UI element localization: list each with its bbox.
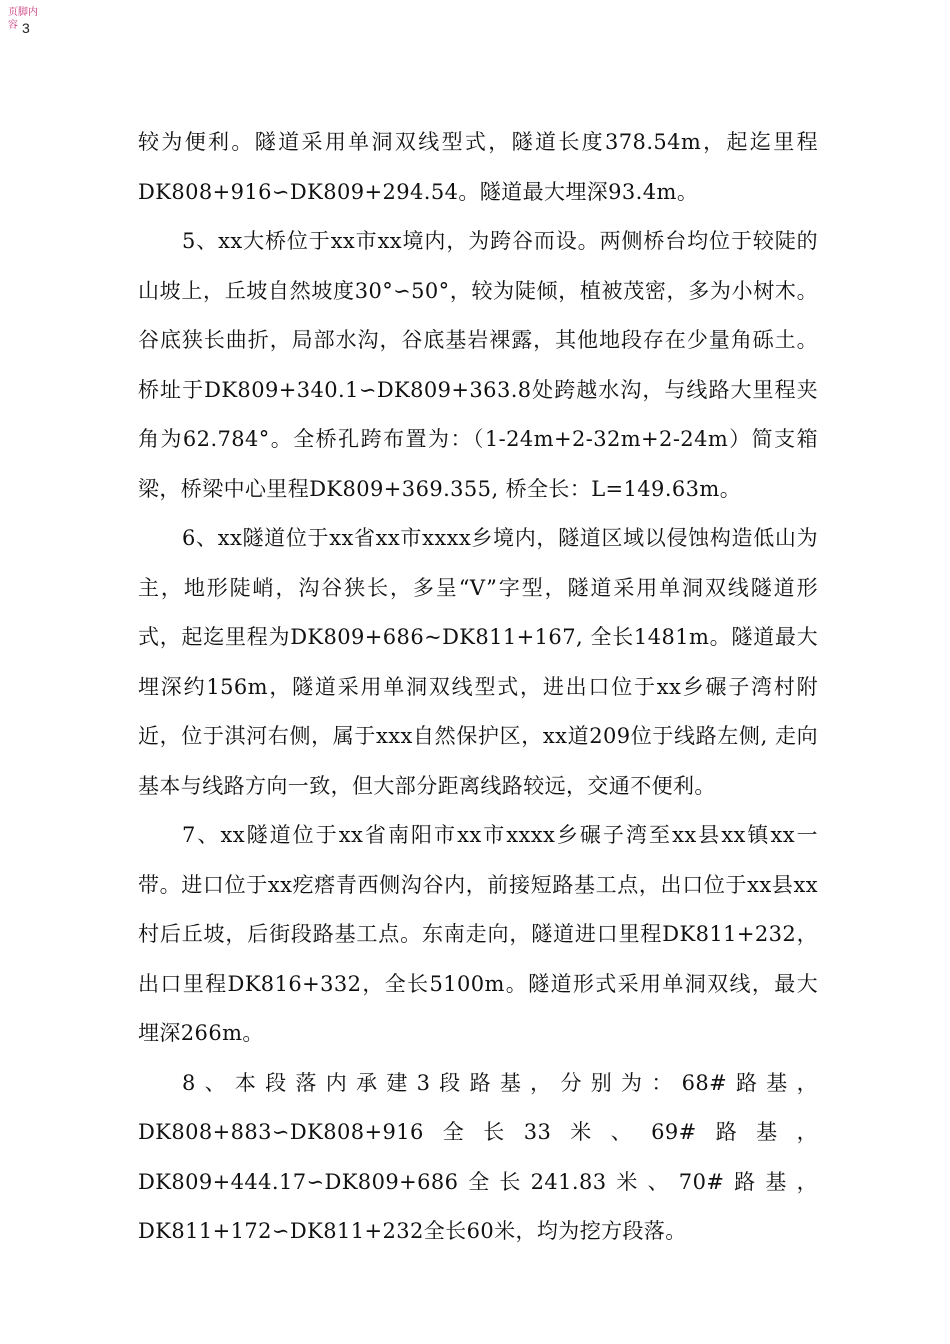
paragraph-tunnel-7: 7、xx隧道位于xx省南阳市xx市xxxx乡碾子湾至xx县xx镇xx一带。进口位于xx疙瘩青西侧沟谷内，前接短路基工点，出口位于xx县xx村后丘坡，后街段路基工点。东南走向，隧道进口里程DK811+232，出口里程DK816+332，全长5100m。隧道形式采用单洞双线，最大埋深266m。: [138, 823, 818, 1045]
paragraph-tunnel-6: 6、xx隧道位于xx省xx市xxxx乡境内，隧道区域以侵蚀构造低山为主，地形陡峭，沟谷狭长，多呈“V”字型，隧道采用单洞双线隧道形式，起迄里程为DK809+686~DK811+167, 全长1481m。隧道最大埋深约156m，隧道采用单洞双线型式，进出口位于xx乡碾子湾村附近，位于淇河右侧，属于xxx自然保护区，xx道209位于线路左侧, 走向基本与线路方向一致，但大部分距离线路较远，交通不便利。: [138, 526, 818, 798]
paragraph-bridge: 5、xx大桥位于xx市xx境内，为跨谷而设。两侧桥台均位于较陡的山坡上，丘坡自然坡度30°∽50°，较为陡倾，植被茂密，多为小树木。谷底狭长曲折，局部水沟，谷底基岩裸露，其他地段存在少量角砾土。桥址于DK809+340.1∽DK809+363.8处跨越水沟，与线路大里程夹角为62.784°。全桥孔跨布置为：（1-24m+2-32m+2-24m）简支箱梁，桥梁中心里程DK809+369.355, 桥全长：L=149.63m。: [138, 229, 818, 501]
paragraph-tunnel-continuation: 较为便利。隧道采用单洞双线型式，隧道长度378.54m，起迄里程DK808+916∽DK809+294.54。隧道最大埋深93.4m。: [138, 130, 818, 204]
footer-note-label: 页脚内容: [8, 7, 38, 31]
page-number: 3: [22, 20, 30, 36]
paragraph-subgrade: 8、本段落内承建3段路基，分别为：68#路基，DK808+883∽DK808+916全长33米、69#路基，DK809+444.17∽DK809+686全长241.83米、70#路基，DK811+172∽DK811+232全长60米，均为挖方段落。: [138, 1070, 818, 1243]
document-body: [138, 118, 818, 1257]
